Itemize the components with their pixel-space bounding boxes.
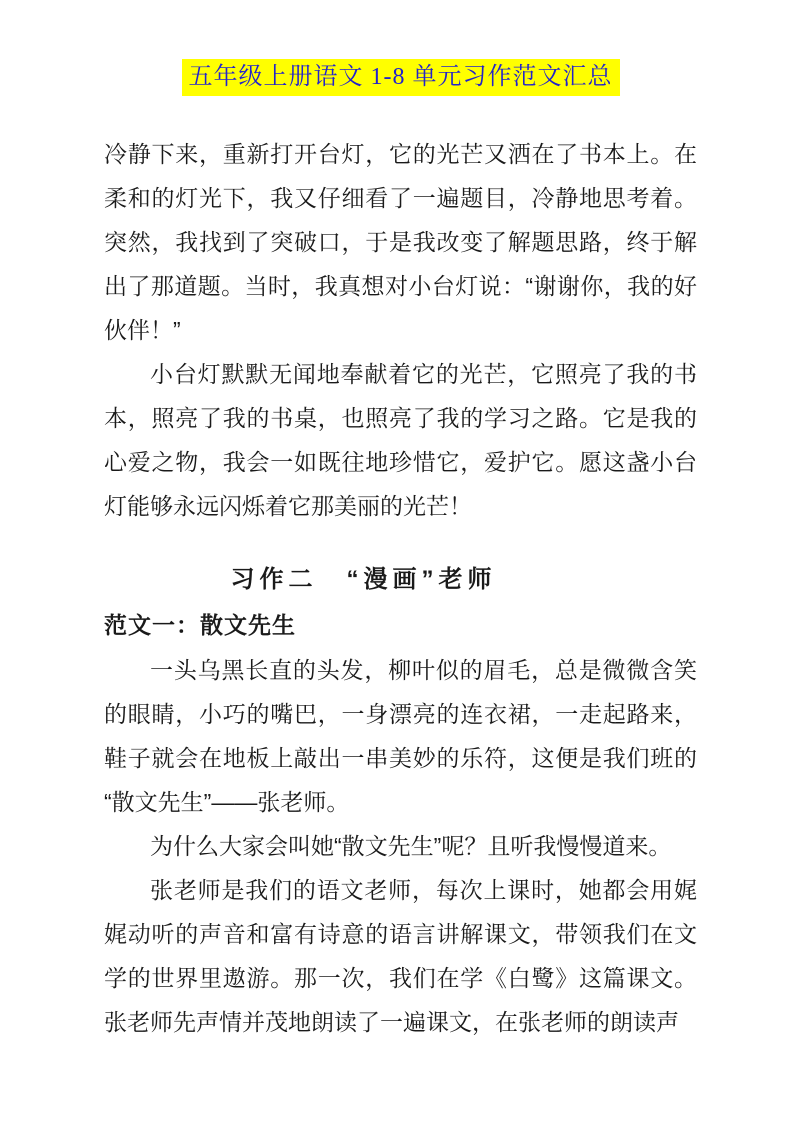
essay-one-label: 范文一：散文先生: [104, 612, 296, 638]
paragraph-teacher-appearance: 一头乌黑长直的头发，柳叶似的眉毛，总是微微含笑的眼睛，小巧的嘴巴，一身漂亮的连衣裙，一走起路来，鞋子就会在地板上敲出一串美妙的乐符，这便是我们班的“散文先生”——张老师。: [104, 657, 697, 815]
document-title: [104, 56, 697, 98]
document-title-highlight: 五年级上册语文 1-8 单元习作范文汇总: [182, 59, 620, 96]
paragraph-teacher-description: 张老师是我们的语文老师，每次上课时，她都会用娓娓动听的声音和富有诗意的语言讲解课文，带领我们在文学的世界里遨游。那一次，我们在学《白鹭》这篇课文。张老师先声情并茂地朗读了一遍课文，在张老师的朗读声: [104, 877, 697, 1035]
section-two-heading: 习作二 “漫画”老师: [230, 566, 497, 593]
paragraph-lamp-closing: 小台灯默默无闻地奉献着它的光芒，它照亮了我的书本，照亮了我的书桌，也照亮了我的学习之路。它是我的心爱之物，我会一如既往地珍惜它，爱护它。愿这盏小台灯能够永远闪烁着它那美丽的光芒！: [104, 361, 697, 519]
paragraph-lamp-ending: 冷静下来，重新打开台灯，它的光芒又洒在了书本上。在柔和的灯光下，我又仔细看了一遍题目，冷静地思考着。突然，我找到了突破口，于是我改变了解题思路，终于解出了那道题。当时，我真想对小台灯说：“谢谢你，我的好伙伴！”: [104, 141, 697, 343]
paragraph-teacher-question: 为什么大家会叫她“散文先生”呢？且听我慢慢道来。: [150, 833, 672, 859]
